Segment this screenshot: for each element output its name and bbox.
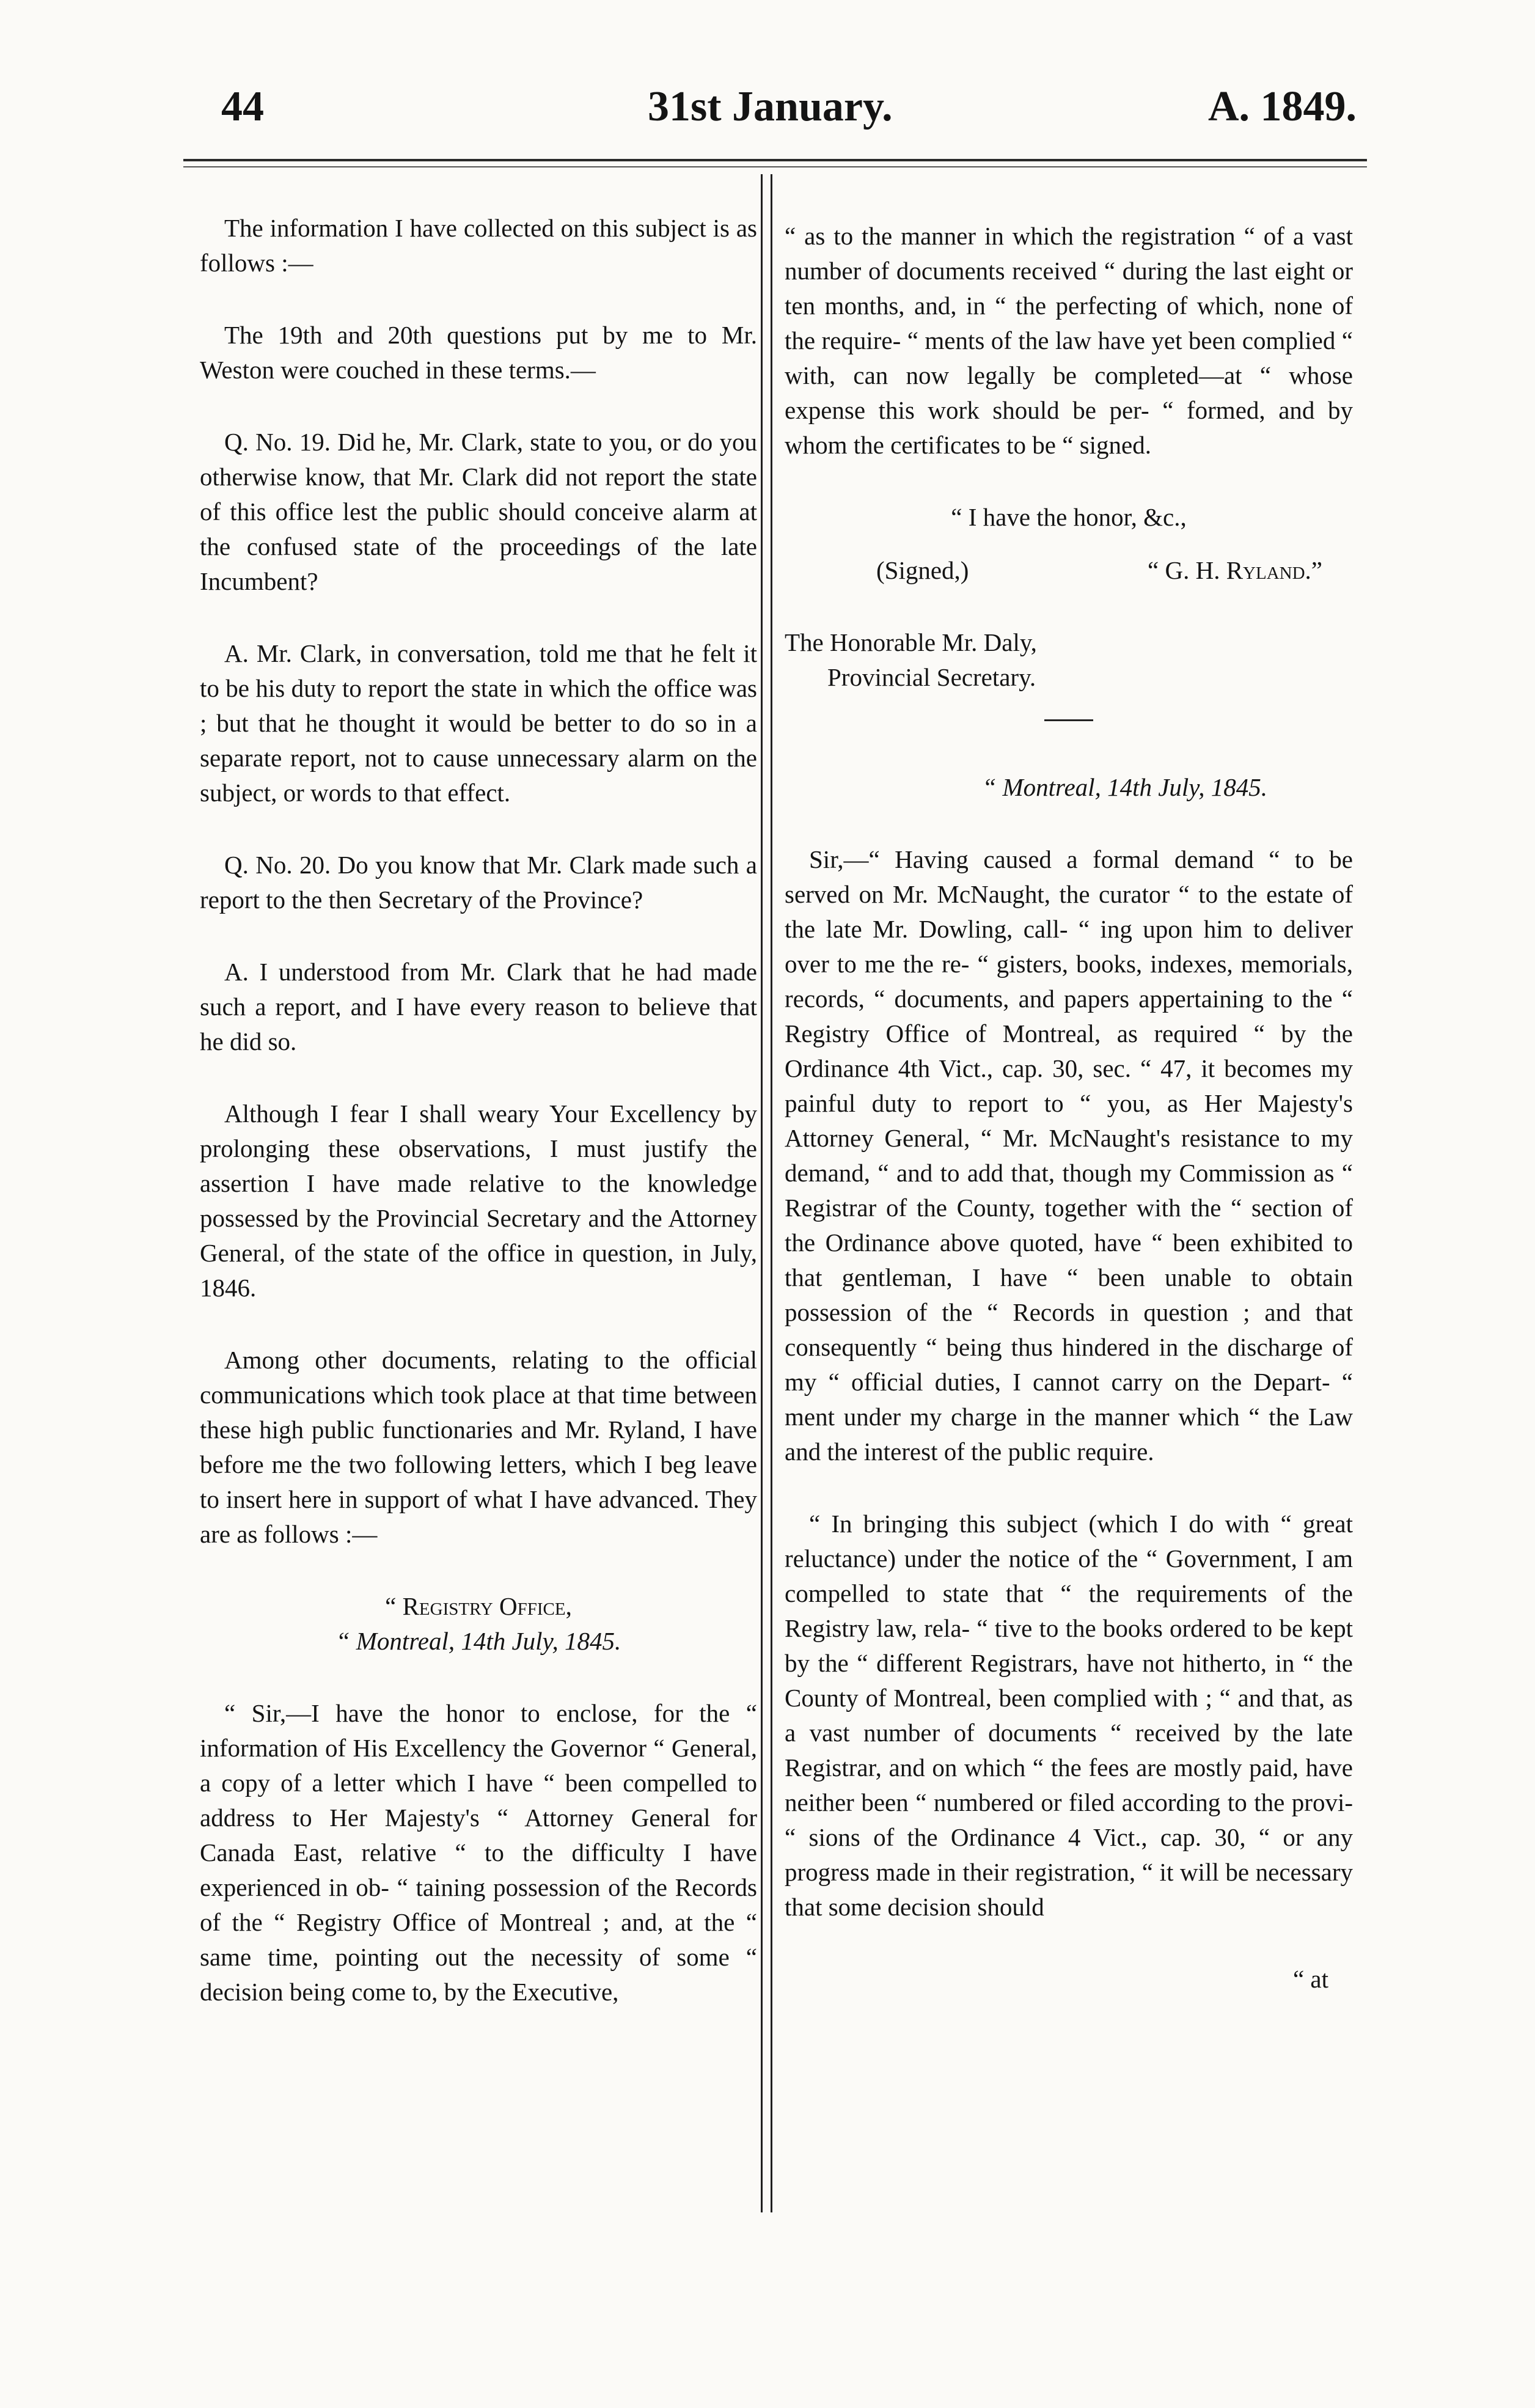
page-number: 44 bbox=[221, 83, 264, 130]
question-19: Q. No. 19. Did he, Mr. Clark, state to you, or do you otherwise know, that Mr. Clark did not report the state of this office lest the public should conceive alarm at the confused state of the proceedings of the late Incumbent? bbox=[200, 428, 757, 595]
signature-row bbox=[785, 553, 1353, 588]
section-divider bbox=[1044, 719, 1093, 721]
addressee-title: Provincial Secretary. bbox=[827, 663, 1036, 691]
paragraph-justify: Although I fear I shall weary Your Excellency by prolonging these observations, I must justify the assertion I have made relative to the knowledge possessed by the Provincial Secretary and the Attorney General, of the state of the office in question, in July, 1846. bbox=[200, 1099, 757, 1302]
question-20: Q. No. 20. Do you know that Mr. Clark made such a report to the then Secretary of the Province? bbox=[200, 851, 757, 914]
paragraph-documents: Among other documents, relating to the official communications which took place at that time between these high public functionaries and Mr. Ryland, I have before me the two following letters, which I beg leave to insert here in support of what I have advanced. They are as follows :— bbox=[200, 1346, 757, 1548]
paragraph-intro: The information I have collected on this subject is as follows :— bbox=[200, 214, 757, 277]
running-head-date: 31st January. bbox=[648, 83, 893, 130]
letter-closing: “ I have the honor, &c., bbox=[951, 503, 1187, 531]
signature-name: “ G. H. Ryland.” bbox=[1148, 556, 1322, 584]
letter-continuation: “ as to the manner in which the registration “ of a vast number of documents received “ during the last eight or ten months, and, in “ the perfecting of which, none of the require- “ ments of the law have yet been complied “ with, can now legally be completed—at “ whose expense this work should be per- “ formed, and by whom the certificates to be “ signed. bbox=[785, 222, 1353, 459]
left-column bbox=[200, 211, 757, 2047]
catchword: “ at bbox=[1292, 1965, 1328, 1993]
second-letter-paragraph-2: “ In bringing this subject (which I do with “ great reluctance) under the notice of the “ Government, I am compelled to state that “ the requirements of the Registry law, rela- “ tive to the books ordered to be kept by the “ different Registrars, have not hitherto, in “ the County of Montreal, been complied with ; “ and that, as a vast number of documents “ received by the late Registrar, and on which “ the fees are mostly paid, have neither been “ numbered or filed according to the provi- “ sions of the Ordinance 4 Vict., cap. 30, “ or any progress made in their registration, “ it will be necessary that some decision should bbox=[785, 1510, 1353, 1921]
second-letter-paragraph-1: Sir,—“ Having caused a formal demand “ to be served on Mr. McNaught, the curator “ to the estate of the late Mr. Dowling, call- “ ing upon him to deliver over to me the re- “ gisters, books, indexes, memorials, records, “ documents, and papers appertaining to the “ Registry Office of Montreal, as required “ by the Ordinance 4th Vict., cap. 30, sec. “ 47, it becomes my painful duty to report to “ you, as Her Majesty's Attorney General, “ Mr. McNaught's resistance to my demand, “ and to add that, though my Commission as “ Registrar of the County, together with the “ section of the Ordinance above quoted, have “ been exhibited to that gentleman, I have “ been unable to obtain possession of the “ Records in question ; and that consequently “ being thus hindered in the discharge of my “ official duties, I cannot carry on the Depart- “ ment under my charge in the manner which “ the Law and the interest of the public require. bbox=[785, 845, 1353, 1466]
letter-heading-office: “ Registry Office, bbox=[385, 1592, 572, 1620]
header-rule-thin bbox=[183, 166, 1367, 167]
column-divider-left bbox=[761, 174, 763, 2212]
signed-label: (Signed,) bbox=[876, 556, 969, 584]
letter-body: “ Sir,—I have the honor to enclose, for the “ information of His Excellency the Governor “ General, a copy of a letter which I have “ been compelled to address to Her Majesty's “ Attorney General for Canada East, relative “ to the difficulty I have experienced in ob- “ taining possession of the Records of the “ Registry Office of Montreal ; and, at the “ same time, pointing out the necessity of some “ decision being come to, by the Executive, bbox=[200, 1699, 757, 2006]
right-column bbox=[785, 219, 1353, 1997]
second-letter-date: “ Montreal, 14th July, 1845. bbox=[982, 773, 1267, 801]
paragraph-questions: The 19th and 20th questions put by me to Mr. Weston were couched in these terms.— bbox=[200, 321, 757, 384]
answer-19: A. Mr. Clark, in conversation, told me that he felt it to be his duty to report the state in which the office was ; but that he thought it would be better to do so in a separate report, not to cause unnecessary alarm on the subject, or words to that effect. bbox=[200, 639, 757, 807]
running-head-year: A. 1849. bbox=[1207, 83, 1357, 130]
header-rule bbox=[183, 159, 1367, 161]
addressee-name: The Honorable Mr. Daly, bbox=[785, 628, 1037, 656]
column-divider-right bbox=[771, 174, 772, 2212]
letter-heading-date: “ Montreal, 14th July, 1845. bbox=[335, 1627, 621, 1655]
answer-20: A. I understood from Mr. Clark that he had made such a report, and I have every reason to believe that he did so. bbox=[200, 958, 757, 1055]
